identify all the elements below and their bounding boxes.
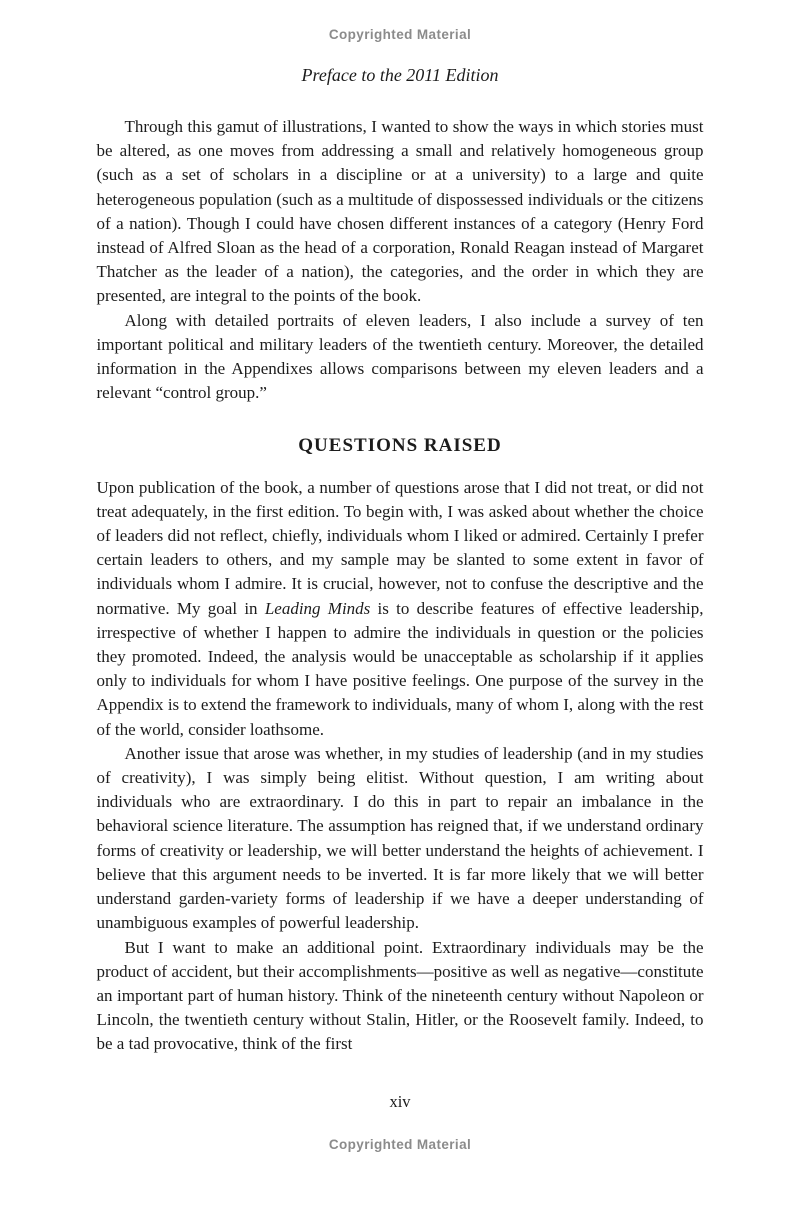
copyright-notice-top: Copyrighted Material (328, 27, 472, 42)
paragraph: Another issue that arose was whether, in my studies of leadership (and in my studies of creativity), I was simply being elitist. Without question, I am writing about individuals who are extraordinary. I do this in part to repair an imbalance in the behavioral science literature. The assumption has reigned that, if we understand ordinary forms of creativity or leadership, we will better understand the heights of achievement. I believe that this argument needs to be inverted. It is far more likely that we will better understand garden-variety forms of leadership if we have a deeper understanding of unambiguous examples of powerful leadership. (96, 743, 704, 933)
paragraph: Through this gamut of illustrations, I wanted to show the ways in which stories must be altered, as one moves from addressing a small and relatively homogeneous group (such as a set of scholars in a discipline or at a university) to a large and quite heterogeneous population (such as a multitude of dispossessed individuals or the citizens of a nation). Though I could have chosen different instances of a category (Henry Ford instead of Alfred Sloan as the head of a corporation, Ronald Reagan instead of Margaret Thatcher as the leader of a nation), the categories, and the order in which they are presented, are integral to the points of the book. (96, 117, 704, 306)
body-text (97, 115, 704, 1057)
page-title: Preface to the 2011 Edition (301, 65, 499, 85)
paragraph: Along with detailed portraits of eleven leaders, I also include a survey of ten important political and military leaders of the twentieth century. Moreover, the detailed information in the Appendixes allows comparisons between my eleven leaders and a relevant “control group.” (96, 310, 704, 403)
paragraph: But I want to make an additional point. Extraordinary individuals may be the product of accident, but their accomplishments—positive as well as negative—constitute an important part of human history. Think of the nineteenth century without Napoleon or Lincoln, the twentieth century without Stalin, Hitler, or the Roosevelt family. Indeed, to be a tad provocative, think of the first (96, 937, 704, 1054)
paragraph: Upon publication of the book, a number of questions arose that I did not treat, or did not treat adequately, in the first edition. To begin with, I was asked about whether the choice of leaders did not reflect, chiefly, individuals whom I liked or admired. Certainly I prefer certain leaders to others, and my sample may be slanted to some extent in favor of individuals whom I admire. It is crucial, however, not to confuse the descriptive and the normative. My goal in Leading Minds is to describe features of effective leadership, irrespective of whether I happen to admire the individuals in question or the policies they promoted. Indeed, the analysis would be unacceptable as scholarship if it applies only to individuals for whom I have positive feelings. One purpose of the survey in the Appendix is to extend the framework to individuals, many of whom I, along with the rest of the world, consider loathsome. (96, 477, 704, 739)
paragraphs-after-heading (97, 476, 704, 1057)
section-heading: QUESTIONS RAISED (298, 435, 502, 457)
page-number: xiv (389, 1091, 411, 1111)
paragraphs-before-heading (97, 115, 704, 405)
copyright-notice-bottom: Copyrighted Material (328, 1136, 472, 1152)
